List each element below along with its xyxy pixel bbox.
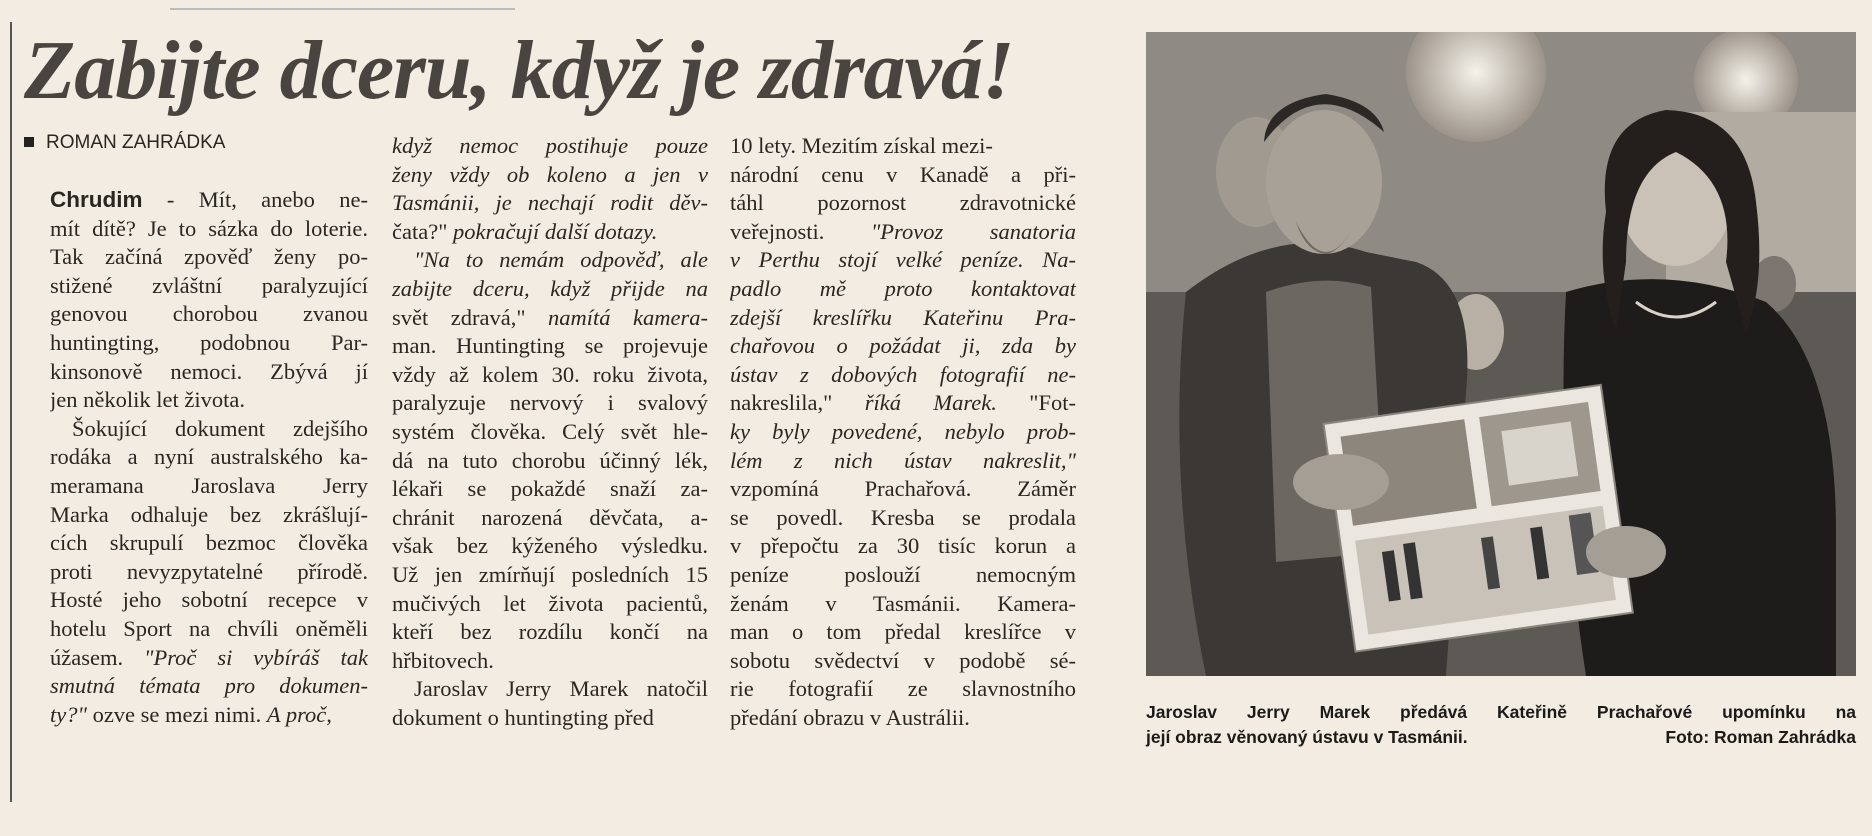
text-run: systém člověka. Celý svět hle- <box>392 418 708 444</box>
text-line <box>392 304 708 333</box>
text-run: ženy vždy ob koleno a jen v <box>392 161 708 187</box>
text-run: ty?" <box>50 701 87 727</box>
text-run: říká Marek. <box>832 390 1030 416</box>
text-line <box>50 415 368 444</box>
text-line <box>730 475 1076 504</box>
text-run: man o tom předal kreslířce v <box>730 619 1076 645</box>
caption-text: její obraz věnovaný ústavu v Tasmánii. <box>1146 727 1468 747</box>
article-column-2 <box>392 132 708 732</box>
text-run: ozve se mezi nimi. <box>86 701 267 727</box>
text-line <box>392 332 708 361</box>
text-line <box>730 161 1076 190</box>
text-run: čata?" <box>392 218 448 244</box>
text-run: hotelu Sport na chvíli oněměli <box>50 615 368 641</box>
text-run: jen několik let života. <box>50 387 245 413</box>
text-run: huntingting, podobnou Par- <box>50 329 368 355</box>
text-line <box>392 675 708 704</box>
text-run: meramana Jaroslava Jerry <box>50 472 368 498</box>
text-line <box>392 189 708 218</box>
text-line <box>392 132 708 161</box>
text-run: národní cenu v Kanadě a při- <box>730 161 1076 187</box>
text-line <box>730 361 1076 390</box>
text-run: nakreslila," <box>730 390 833 416</box>
text-line <box>392 389 708 418</box>
text-run: "Provoz sanatoria <box>870 218 1076 244</box>
text-run: proti nevyzpytatelné přírodě. <box>50 558 368 584</box>
text-run: padlo mě proto kontaktovat <box>730 275 1076 301</box>
text-line <box>730 418 1076 447</box>
text-line <box>50 443 368 472</box>
text-line <box>730 647 1076 676</box>
text-run: paralyzuje nervový i svalový <box>392 390 708 416</box>
byline-author: ROMAN ZAHRÁDKA <box>46 132 226 153</box>
text-line <box>50 300 368 329</box>
text-run: když nemoc postihuje pouze <box>392 133 708 158</box>
text-line <box>392 475 708 504</box>
text-run: Tasmánii, je nechají rodit děv- <box>392 190 708 216</box>
text-line <box>50 272 368 301</box>
text-run: kteří bez rozdílu končí na <box>392 619 708 645</box>
text-run: smutná témata pro dokumen- <box>50 673 368 699</box>
bullet-square-icon <box>24 137 34 147</box>
text-line <box>730 218 1076 247</box>
text-line <box>730 504 1076 533</box>
text-line <box>392 246 708 275</box>
text-run: "Na to nemám odpověď, ale <box>414 247 708 273</box>
caption-line-2 <box>1146 725 1856 750</box>
text-line <box>392 275 708 304</box>
text-run: Už jen zmírňují posledních 15 <box>392 561 708 587</box>
text-line <box>50 644 368 673</box>
text-run: vzpomíná Prachařová. Záměr <box>730 476 1076 502</box>
text-run: zabijte dceru, když přijde na <box>392 275 708 301</box>
byline <box>24 132 225 154</box>
text-line <box>392 447 708 476</box>
text-line <box>392 504 708 533</box>
article-column-1 <box>50 186 368 729</box>
text-run: ženám v Tasmánii. Kamera- <box>730 590 1076 616</box>
text-run: lékaři se pokaždé snaží za- <box>392 476 708 502</box>
text-run: v Perthu stojí velké peníze. Na- <box>730 247 1076 273</box>
text-line <box>50 558 368 587</box>
text-run: táhl pozornost zdravotnické <box>730 190 1076 216</box>
text-line <box>730 675 1076 704</box>
text-run: chránit narozená děvčata, a- <box>392 504 708 530</box>
text-run: se povedl. Kresba se prodala <box>730 504 1076 530</box>
text-run: "Proč si vybíráš tak <box>144 644 368 670</box>
text-run: ústav z dobových fotografií ne- <box>730 361 1076 387</box>
text-run: v přepočtu za 30 tisíc korun a <box>730 533 1076 559</box>
text-line <box>730 389 1076 418</box>
text-run: rie fotografií ze slavnostního <box>730 676 1076 702</box>
text-line <box>730 189 1076 218</box>
text-run: A proč, <box>266 701 332 727</box>
text-line <box>50 386 368 415</box>
text-line <box>50 215 368 244</box>
text-line <box>50 701 368 730</box>
text-line <box>50 501 368 530</box>
text-run: namítá kamera- <box>525 304 708 330</box>
text-run: chařovou o požádat ji, zda by <box>730 333 1076 359</box>
text-run: dá na tuto chorobu účinný lék, <box>392 447 708 473</box>
text-line <box>392 561 708 590</box>
text-line <box>392 704 708 733</box>
text-run: však bez kýženého výsledku. <box>392 533 708 559</box>
text-run: cích skrupulí bezmoc člověka <box>50 530 368 556</box>
text-line <box>50 529 368 558</box>
photo-caption <box>1146 700 1856 750</box>
text-line <box>730 590 1076 619</box>
text-run: Tak začíná zpověď ženy po- <box>50 244 368 270</box>
text-line <box>50 358 368 387</box>
text-run: man. Huntingting se projevuje <box>392 333 708 359</box>
text-run: lém z nich ústav nakreslit," <box>730 447 1076 473</box>
text-run: Hosté jeho sobotní recepce v <box>50 587 368 613</box>
text-run: předání obrazu v Austrálii. <box>730 704 970 730</box>
text-run: úžasem. <box>50 644 145 670</box>
headline: Zabijte dceru, když je zdravá! <box>24 24 1014 117</box>
left-rule <box>10 22 12 802</box>
text-line <box>730 246 1076 275</box>
text-line <box>730 275 1076 304</box>
text-run: veřejnosti. <box>730 218 871 244</box>
text-run: Marka odhaluje bez zkrášlují- <box>50 501 368 527</box>
text-line <box>392 532 708 561</box>
text-run: 10 lety. Mezitím získal mezi- <box>730 133 993 158</box>
text-line <box>730 532 1076 561</box>
text-run: - Mít, anebo ne- <box>142 187 368 212</box>
text-run: genovou chorobou zvanou <box>50 301 368 327</box>
caption-line-1: Jaroslav Jerry Marek předává Kateřině Prachařové upomínku na <box>1146 702 1856 722</box>
photo <box>1146 32 1856 676</box>
text-line <box>730 132 1076 161</box>
text-line <box>730 304 1076 333</box>
text-line <box>392 361 708 390</box>
text-line <box>392 618 708 647</box>
article-column-3 <box>730 132 1076 732</box>
text-run: mít dítě? Je to sázka do loterie. <box>50 215 368 241</box>
text-line <box>50 186 368 215</box>
photo-credit: Foto: Roman Zahrádka <box>1665 727 1856 747</box>
text-run: rodáka a nyní australského ka- <box>50 444 368 470</box>
text-run: "Fot- <box>1029 390 1076 416</box>
text-run: stižené zvláštní paralyzující <box>50 272 368 298</box>
text-line <box>392 647 708 676</box>
text-line <box>392 418 708 447</box>
top-rule <box>170 8 515 10</box>
text-run: peníze poslouží nemocným <box>730 561 1076 587</box>
text-run: pokračují další dotazy. <box>447 218 658 244</box>
text-run: hřbitovech. <box>392 647 494 673</box>
text-run: svět zdravá," <box>392 304 526 330</box>
text-line <box>392 161 708 190</box>
photo-illustration <box>1146 32 1856 676</box>
text-run: vždy až kolem 30. roku života, <box>392 361 708 387</box>
text-line <box>50 472 368 501</box>
text-run: kinsonově nemoci. Zbývá jí <box>50 358 368 384</box>
text-run: Šokující dokument zdejšího <box>72 415 368 441</box>
text-line <box>50 243 368 272</box>
text-line <box>392 590 708 619</box>
text-run: dokument o huntingting před <box>392 704 654 730</box>
text-line <box>730 447 1076 476</box>
text-line <box>50 329 368 358</box>
text-run: ky byly povedené, nebylo prob- <box>730 418 1076 444</box>
text-line <box>50 615 368 644</box>
text-run: mučivých let života pacientů, <box>392 590 708 616</box>
text-line <box>392 218 708 247</box>
text-line <box>730 561 1076 590</box>
text-run: Chrudim <box>50 187 143 212</box>
text-line <box>50 586 368 615</box>
text-line <box>50 672 368 701</box>
text-line <box>730 704 1076 733</box>
text-line <box>730 618 1076 647</box>
text-run: Jaroslav Jerry Marek natočil <box>414 676 708 702</box>
text-line <box>730 332 1076 361</box>
text-run: zdejší kreslířku Kateřinu Pra- <box>730 304 1076 330</box>
text-run: sobotu svědectví v podobě sé- <box>730 647 1076 673</box>
